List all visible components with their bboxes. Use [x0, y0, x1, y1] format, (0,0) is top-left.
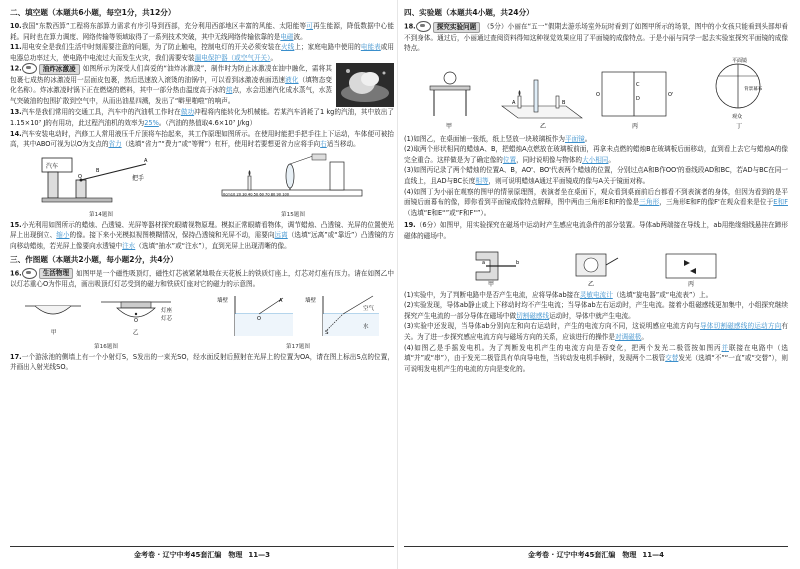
figure-14-caption: 第14题图: [89, 211, 113, 218]
topic-logo-icon: [22, 268, 37, 279]
hydraulic-jack-diagram: [36, 152, 166, 206]
label-audience: 观众: [732, 113, 743, 120]
question-18-2: (2)取两个形状相同的蜡烛A、B，把蜡烛A点燃放在玻璃板前面，再拿未点燃的蜡烛B在玻璃板后面移动，直到看上去它与蜡烛A的像完全重合。这样做是为了确定像的位置，同时说明像与物体的大小相同。: [404, 145, 788, 164]
label-fig-yi: 乙: [540, 122, 547, 130]
question-18: 18. 探究实验问题 （5分）小丽在“五一”假期去游乐场室外玩时看到了如图甲所示的场景，图中的小女孩只能看到头部却看不到身体。通过后，小丽通过查阅资料得知这种视觉效果应用了平面镜的成像特点。于是小丽与同学一起去实验室探究平面镜的成像特点。: [404, 22, 788, 53]
answer-blank: 右: [320, 140, 327, 149]
question-19-1: (1)实验中，为了判断电路中是否产生电流，应将导体ab接在灵敏电流计（选填“旋电器”或“电流表”）上。: [404, 290, 713, 299]
question-18-3: (3)如图丙记录了两个蜡烛的位置A、B，AO'、BO'代表两个蜡烛的位置，分别过点A和B作OO'的垂线段AD和BC，若AD与BC在同一直线上，且AD与BC长度相等，则可说明蜡烛A通过平面镜成的像与A关于镜面对称。: [404, 166, 788, 186]
label-c: C: [636, 81, 640, 88]
svg-text:A: A: [279, 297, 283, 304]
question-18-4: (4)如图丁为小丽在观察的图甲的情景原理图，表演者坐在桌面下，观众看到桌面前后台都看不到表演者的身体，但因为看到的是平面镜后面幕布的像，即你看到平面镜成像特点解释，图中两由三角形E和F的像是三角形，三角形E和F的像F'在观众看来是位于E和F（选填“E和E''”或“F和F''”）。: [404, 187, 788, 217]
label-yi: 乙: [133, 329, 139, 336]
figure-19: [404, 244, 788, 288]
section-experiment-title: 四、实验题（本题共4小题，共24分）: [404, 8, 534, 17]
section-drawing-title: 三、作图题（本题共2小题，每小题2分，共4分）: [10, 254, 178, 264]
label-d: D: [636, 95, 640, 102]
answer-blank: 做功: [180, 108, 195, 117]
footer-right: [404, 546, 788, 563]
label-o-prime: O': [668, 91, 674, 98]
ceiling-lamp-diagram: [21, 292, 191, 338]
label-fig-bing: 丙: [632, 122, 639, 130]
answer-blank: 省力: [108, 140, 122, 149]
label-wall-2: 墙壁: [305, 297, 317, 304]
svg-text:O: O: [78, 173, 82, 180]
label-jia: 甲: [51, 329, 57, 336]
answer-blank: 相等: [475, 177, 489, 186]
figure-14: [36, 152, 166, 218]
svg-text:A: A: [144, 157, 148, 164]
figure-17: [213, 292, 383, 350]
label-s: S: [325, 329, 329, 336]
answer-blank: 灵敏电流计: [579, 290, 613, 299]
answer-blank: 切割磁感线: [516, 311, 550, 320]
answer-blank: 电能表: [360, 43, 381, 52]
answer-blank: 交替: [665, 354, 679, 363]
svg-text:b: b: [516, 259, 520, 266]
question-10: 10.我国“东数西算”工程将东部算力需求有序引导到西部，充分利用西部地区丰富的风能、太阳能等可再生能源，降低数据中心能耗。同时也在算力调度、网络传输等领域取得了一系列技术突破，其中无线网络传输依靠的是电磁波。: [10, 22, 394, 41]
figure-18: [404, 56, 788, 132]
question-16: 16. 生活物理 如图甲是一个磁性吸顶灯，磁性灯芯被紧紧地吸在天花板上的铁质灯座上，灯芯对灯座有压力。请在如图乙中以灯芯重心O为作用点，画出吸顶灯灯芯受到的磁力和铁质灯座对它的磁力的示意图。: [10, 269, 394, 289]
answer-blank: 三角形: [639, 198, 660, 207]
figures-14-15: [10, 152, 394, 218]
question-17: 17.一个游泳池的侧墙上有一个小射灯S，S发出的一束光SO，经水面反射后照射在光屏上的位置为OA，请在图上标出S点的位置，并画出入射光线SO。: [10, 352, 394, 372]
pool-light-diagram: [213, 292, 383, 338]
topic-tag: 生活物理: [39, 268, 73, 279]
answer-blank: 大小相同: [582, 155, 609, 164]
answer-blank: 位置: [502, 155, 517, 164]
answer-blank: 对调磁极: [615, 333, 642, 341]
figure-16: [21, 292, 191, 350]
label-water: 水: [363, 323, 369, 330]
answer-blank: 25%: [144, 118, 159, 127]
figure-16-caption: 第16题图: [94, 343, 118, 350]
answer-blank: 平面镜: [565, 134, 585, 143]
question-12: 12. 油炸冰激凌 如图所示为深受人们喜爱的“油炸冰激凌”，制作时为防止冰激凌在油中融化，需将其包裹七成热的冰激凌用一层面皮包裹，然后迅速放入滚烫的油锅中，可以看到冰激凌表面迅速液化（填物态变化名称）。炸冰激凌时锅下正在燃烧的燃料，其中一部分热由温度高于冰的熔点，水会迅速汽化成水蒸气，水蒸气突破油的包围扩散到空气中，从而出油星四溅，发出了“噼里啪啦”的响声。: [10, 64, 333, 106]
label-a: A: [512, 99, 516, 106]
label-fig19-jia: 甲: [488, 280, 495, 288]
fried-ice-cream-photo: [336, 63, 394, 107]
footer-left: [10, 546, 394, 563]
figure-17-caption: 第17题图: [286, 343, 310, 350]
label-fig-jia: 甲: [446, 122, 453, 130]
svg-text:B: B: [96, 167, 100, 174]
footer-title: 金考卷 · 辽宁中考45套汇编 物理: [134, 551, 243, 559]
svg-text:a: a: [482, 259, 486, 266]
figures-16-17: [10, 292, 394, 350]
answer-blank: 熔: [225, 86, 233, 95]
plane-mirror-diagrams: [406, 56, 786, 132]
question-11: 11.用电安全是我们生活中时刻需要注意的问题，为了防止触电，控制电灯的开关必须安装在火线上；家庭电路中使用的电能表或用电器总功率过大，使电路中电流过大而发生火灾，我们需要安装漏电保护器（或空气开关）。: [10, 43, 394, 62]
question-12-block: [10, 63, 394, 107]
page-fold: [397, 0, 398, 569]
answer-blank: 缩小: [56, 231, 70, 240]
optical-bench-diagram: [218, 152, 368, 206]
label-wall-1: 墙壁: [217, 297, 229, 304]
label-fig19-yi: 乙: [588, 280, 595, 288]
label-mirror: 平面镜: [732, 57, 748, 64]
question-18-1: (1)如图乙，在桌面铺一张纸，纸上竖放一块玻璃板作为平面镜。: [404, 134, 592, 143]
question-19: 19.（6分）如图甲，用实验探究在磁场中运动时产生感应电流条件的部分装置。导体ab两端接在导线上，ab用绝缘细线悬挂在蹄形磁体的磁场中。: [404, 221, 788, 241]
answer-blank: E和F: [773, 198, 788, 207]
topic-logo-icon: [22, 63, 37, 74]
answer-blank: 注水: [122, 241, 136, 250]
label-lamp-core: 灯芯: [161, 315, 173, 322]
label-air: 空气: [363, 305, 375, 312]
figure-15-caption: 第15题图: [281, 211, 305, 218]
section-fill-in-title: 二、填空题（本题共6小题，每空1分，共12分）: [10, 8, 176, 17]
label-backdrop: 背景幕布: [744, 86, 763, 92]
answer-blank: 可: [306, 22, 314, 30]
question-19-3: (3)实验中还发现，当导体ab分别向左和向右运动时，产生的电流方向不同，这说明感应电流方向与导体切割磁感线的运动方向有关。为了进一步探究感应电流方向与磁场方向的关系，应该进行的操作是对调磁极。: [404, 322, 788, 341]
label-fig-ding: 丁: [736, 122, 743, 130]
label-o: O: [596, 91, 600, 98]
question-19-4: (4)如图乙是手摇发电机。为了判断发电机产生的电流方向是否变化，把两个发光二极管按如图丙并联接在电路中（选填“并”或“串”），由于发光二极管具有单向导电性，当转动发电机手柄时，发现两个二极管交替发光（选填“不”“一直”或“交替”），则可说明发电机产生的电流的方向是变化的。: [404, 343, 788, 373]
question-19-2: (2)实验发现，导体ab静止或上下移动时均不产生电流；当导体ab左右运动时，产生电流。接着小组磁感线更加集中，小组探究继续探究产生电流的一部分导体在磁场中做切割磁感线运动时，导体中就产生电流。: [404, 301, 788, 320]
footer-title: 金考卷 · 辽宁中考45套汇编 物理: [528, 551, 637, 559]
svg-text:O: O: [134, 317, 138, 324]
answer-blank: 漏电保护器（或空气开关）: [194, 53, 271, 62]
answer-blank: 远离: [274, 231, 288, 240]
answer-blank: 电磁: [280, 32, 294, 41]
label-lamp-base: 灯座: [161, 307, 173, 314]
ruler-scale: 0cm10 20 30 40 50 60 70 80 90 100: [223, 192, 290, 197]
topic-tag: 油炸冰激凌: [39, 64, 80, 75]
handle-label: 把手: [132, 174, 145, 182]
topic-logo-icon: [416, 21, 431, 32]
page-number: 11—4: [642, 551, 664, 559]
question-13: 13.汽车是我们常用的交通工具，汽车中的汽油机工作时在做功冲程将内能转化为机械能。若某汽车消耗了1 kg的汽油，其中放出了1.15×10⁷ J的有用功，此过程汽油机的效率为25%。（汽油的热值取4.6×10⁷ J/kg）: [10, 108, 394, 127]
question-15: 15.小光利用如图所示的蜡烛、凸透镜、光屏等器材探究眼睛视物原理。模拟正常眼睛看物体，调节蜡烛、凸透镜、光屏的位置使光屏上出现倒立、缩小的像。接下来小光模拟视图模糊情况，保持凸透镜和光屏不动，需要向远离（选填“远离”或“靠近”）凸透镜的方向移动蜡烛，若光屏上像要向水透镜中注水（选填“抽水”或“注水”），直到光屏上出现清晰的像。: [10, 220, 394, 250]
car-label: 汽车: [46, 162, 59, 170]
question-14: 14.汽车安装电动时，汽修工人常用液压千斤顶将车抬起来，其工作原理如图所示。在使用时能把手把手往上下运动，车体便可被抬高，其中ABO可视为以O为支点的省力（选填“省力”“费力”或“等臂”）杠杆，使用时若要想更省力应将手向右适当移动。: [10, 129, 394, 149]
right-page: [404, 6, 788, 563]
left-page: [10, 6, 394, 563]
answer-blank: 并: [721, 343, 729, 352]
answer-blank: 导体切割磁感线的运动方向: [700, 322, 782, 331]
label-b: B: [562, 99, 566, 106]
label-fig19-bing: 丙: [688, 280, 695, 288]
answer-blank: 火线: [281, 43, 295, 52]
induction-diagrams: [446, 244, 746, 288]
svg-text:O: O: [257, 315, 261, 322]
topic-tag: 探究实验问题: [433, 22, 481, 33]
page-number: 11—3: [248, 551, 270, 559]
answer-blank: 液化: [285, 75, 299, 84]
figure-15: [218, 152, 368, 218]
